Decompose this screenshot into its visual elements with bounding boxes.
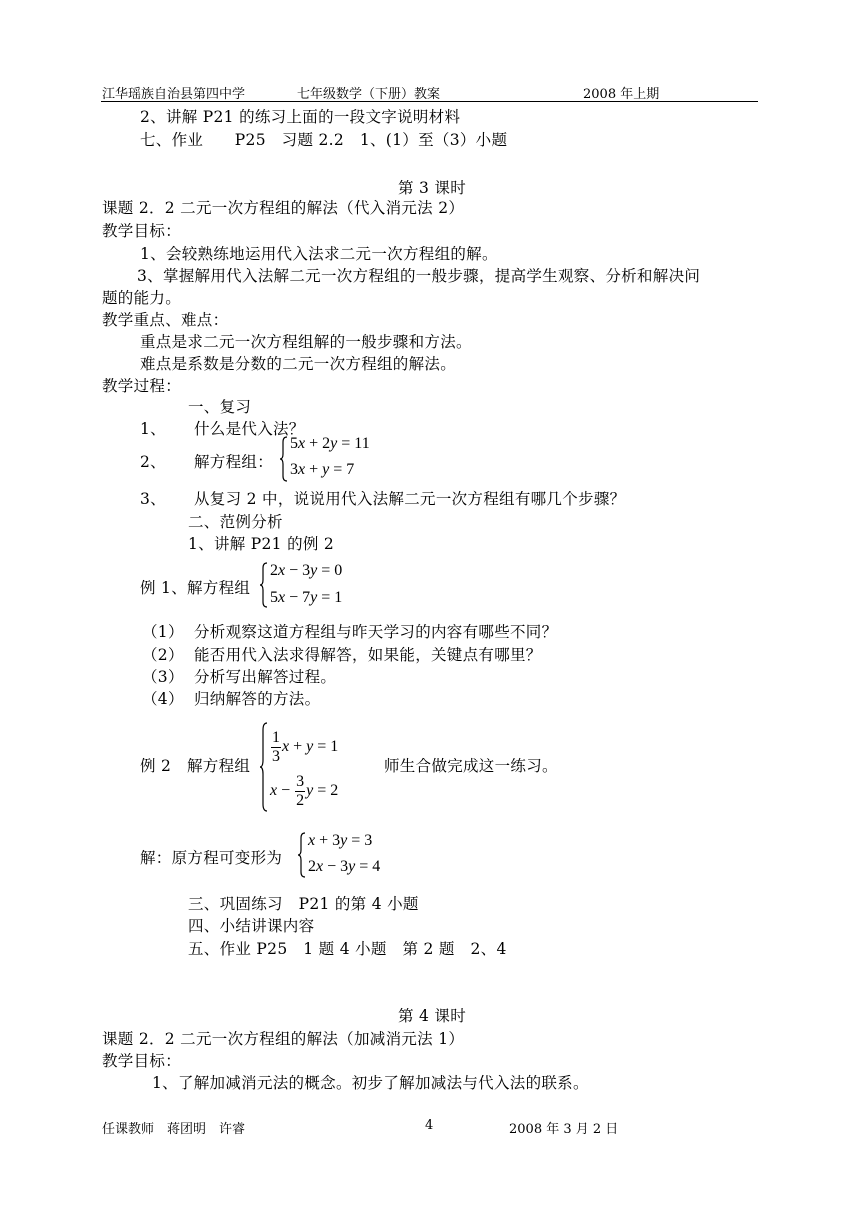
review-1-num: 1、 (140, 420, 166, 438)
lesson3-goals-label: 教学目标： (102, 222, 182, 240)
lesson3-key-2: 难点是系数是分数的二元一次方程组的解法。 (140, 355, 457, 373)
prev-item-2: 2、讲解 P21 的练习上面的一段文字说明材料 (140, 108, 461, 126)
question-3-num: （3） (142, 668, 184, 686)
header-term: 2008 年上期 (583, 87, 660, 102)
footer-page-number: 4 (425, 1118, 434, 1133)
review-3-text: 从复习 2 中，说说用代入法解二元一次方程组有哪几个步骤？ (194, 490, 626, 508)
section-summary: 四、小结讲课内容 (188, 917, 315, 935)
review-1-text: 什么是代入法？ (194, 420, 305, 438)
header-course: 七年级数学（下册）教案 (297, 87, 441, 102)
example-1-label: 例 1、解方程组 (140, 579, 251, 597)
lesson3-goal-1: 1、会较熟练地运用代入法求二元一次方程组的解。 (140, 245, 498, 263)
example-2-eq-1: $\frac{1}{3}$ x + y = 1 (272, 729, 339, 765)
examples-item-1: 1、讲解 P21 的例 2 (188, 535, 335, 553)
question-2-num: （2） (142, 646, 184, 664)
review-3-num: 3、 (140, 490, 166, 508)
example-2-brace (259, 722, 269, 812)
review-2-brace (279, 436, 289, 482)
fraction-one-third: $\frac{1}{3}$ (272, 729, 280, 765)
fraction-three-halves: $\frac{3}{2}$ (296, 773, 305, 809)
question-3-text: 分析写出解答过程。 (194, 668, 337, 686)
lesson4-goals-label: 教学目标： (102, 1052, 182, 1070)
lesson3-key-1: 重点是求二元一次方程组解的一般步骤和方法。 (140, 333, 472, 351)
lesson3-process-label: 教学过程： (102, 377, 182, 395)
section-homework: 五、作业 P25 1 题 4 小题 第 2 题 2、4 (188, 940, 507, 958)
header-rule (101, 101, 758, 102)
prev-homework: 七、作业 P25 习题 2.2 1、(1）至（3）小题 (140, 131, 508, 149)
lesson3-key-label: 教学重点、难点： (102, 311, 229, 329)
question-4-text: 归纳解答的方法。 (194, 690, 321, 708)
question-1-text: 分析观察这道方程组与昨天学习的内容有哪些不同？ (194, 623, 558, 641)
solution-label: 解：原方程可变形为 (140, 849, 283, 867)
solution-eq-1: x + 3y = 3 (308, 832, 373, 849)
solution-eq-2: 2x − 3y = 4 (308, 858, 381, 875)
example-1-eq-2: 5x − 7y = 1 (270, 589, 343, 606)
review-2-eq-1: 5x + 2y = 11 (290, 435, 370, 452)
question-4-num: （4） (142, 690, 184, 708)
review-2-text: 解方程组： (194, 453, 274, 471)
lesson3-goal-3: 3、掌握解用代入法解二元一次方程组的一般步骤，提高学生观察、分析和解决问 (137, 267, 701, 285)
example-2-eq-2: x − $\frac{3}{2}$ y = 2 (270, 773, 339, 809)
lesson3-goal-3-cont: 题的能力。 (102, 289, 182, 307)
example-1-eq-1: 2x − 3y = 0 (270, 562, 343, 579)
lesson4-title: 第 4 课时 (398, 1007, 467, 1025)
question-1-num: （1） (142, 623, 184, 641)
lesson3-topic: 课题 2．2 二元一次方程组的解法（代入消元法 2） (102, 199, 465, 217)
review-2-eq-2: 3x + y = 7 (290, 461, 355, 478)
footer-teachers: 任课教师 蒋团明 许睿 (102, 1122, 246, 1137)
solution-brace (297, 832, 307, 878)
lesson4-topic: 课题 2．2 二元一次方程组的解法（加减消元法 1） (102, 1030, 465, 1048)
lesson3-title: 第 3 课时 (398, 179, 467, 197)
footer-date: 2008 年 3 月 2 日 (509, 1122, 619, 1137)
example-1-brace (259, 562, 269, 608)
header-school: 江华瑶族自治县第四中学 (102, 87, 246, 102)
question-2-text: 能否用代入法求得解答，如果能，关键点有哪里？ (194, 646, 542, 664)
section-review: 一、复习 (188, 398, 252, 416)
example-2-note: 师生合做完成这一练习。 (384, 757, 558, 775)
lesson4-goal-1: 1、了解加减消元法的概念。初步了解加减法与代入法的联系。 (152, 1074, 589, 1092)
example-2-label: 例 2 解方程组 (140, 757, 251, 775)
review-2-num: 2、 (140, 453, 166, 471)
section-practice: 三、巩固练习 P21 的第 4 小题 (188, 895, 419, 913)
section-examples: 二、范例分析 (188, 513, 283, 531)
